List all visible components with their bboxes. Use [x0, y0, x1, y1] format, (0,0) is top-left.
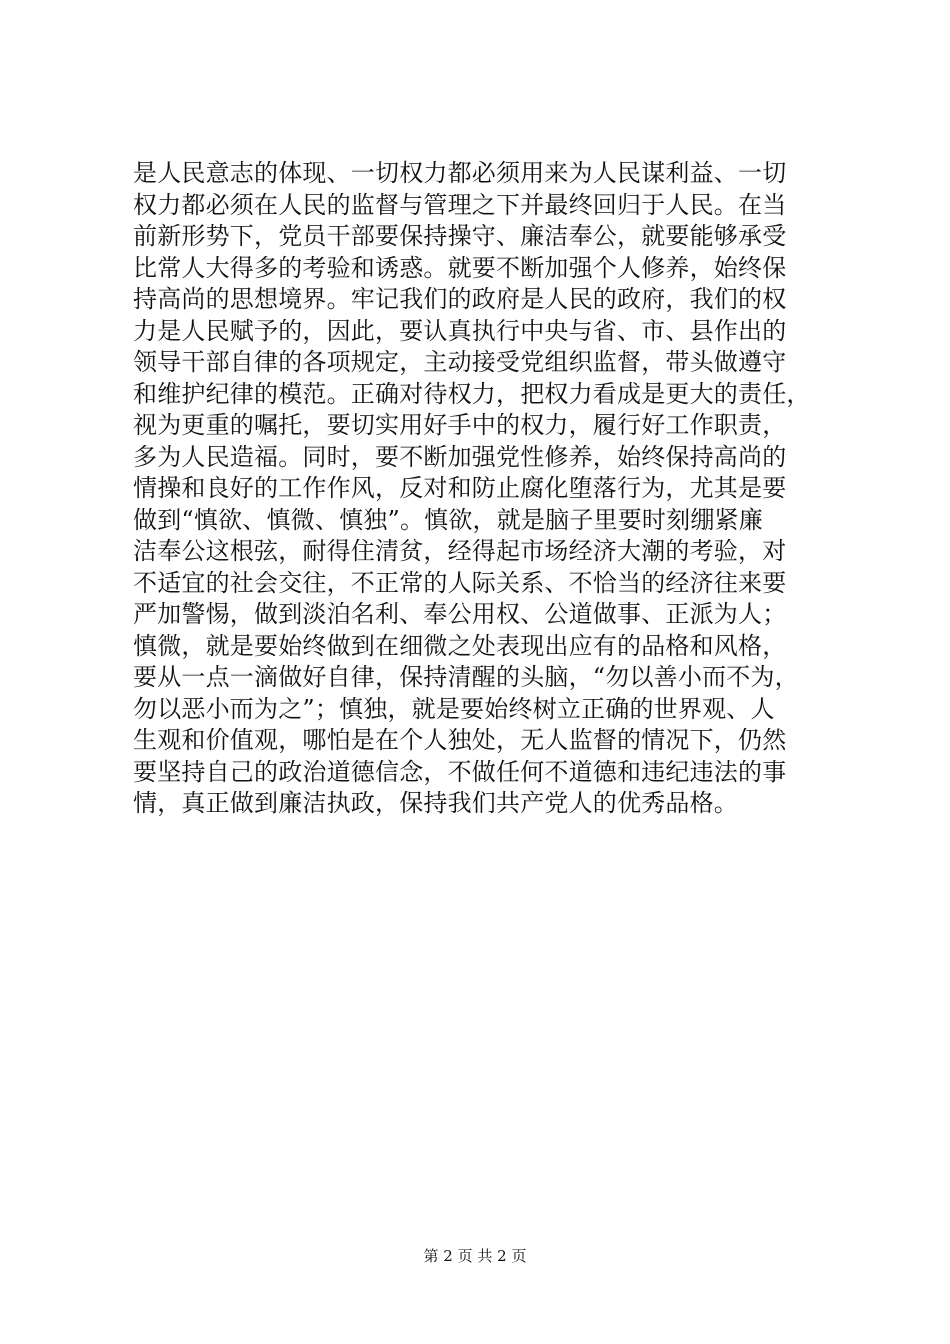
text-line: 权力都必须在人民的监督与管理之下并最终回归于人民。在当 [133, 190, 787, 219]
body-paragraph [133, 158, 838, 820]
text-line: 不适宜的社会交往，不正常的人际关系、不恰当的经济往来要 [133, 568, 787, 597]
text-line: 视为更重的嘱托，要切实用好手中的权力，履行好工作职责， [133, 411, 787, 439]
text-line: 洁奉公这根弦，耐得住清贫，经得起市场经济大潮的考验，对 [133, 537, 787, 565]
text-line: 前新形势下，党员干部要保持操守、廉洁奉公，就要能够承受 [133, 222, 787, 250]
text-line: 和维护纪律的模范。正确对待权力，把权力看成是更大的责任， [133, 379, 811, 408]
text-line: 领导干部自律的各项规定，主动接受党组织监督，带头做遵守 [133, 348, 787, 376]
text-line: 多为人民造福。同时，要不断加强党性修养，始终保持高尚的 [133, 442, 787, 471]
page-footer: 第 2 页 共 2 页 [423, 1247, 527, 1265]
text-line: 做到“慎欲、慎微、慎独”。慎欲，就是脑子里要时刻绷紧廉 [133, 505, 763, 534]
text-line: 比常人大得多的考验和诱惑。就要不断加强个人修养，始终保 [133, 253, 787, 282]
text-line: 情操和良好的工作作风，反对和防止腐化堕落行为，尤其是要 [133, 474, 787, 502]
text-line: 要从一点一滴做好自律，保持清醒的头脑，“勿以善小而不为， [133, 663, 799, 691]
text-line: 慎微，就是要始终做到在细微之处表现出应有的品格和风格， [133, 631, 787, 660]
text-line: 勿以恶小而为之”；慎独，就是要始终树立正确的世界观、人 [133, 694, 775, 723]
text-line: 严加警惕，做到淡泊名利、奉公用权、公道做事、正派为人； [133, 600, 787, 628]
text-line: 是人民意志的体现、一切权力都必须用来为人民谋利益、一切 [133, 159, 787, 187]
text-line: 力是人民赋予的，因此，要认真执行中央与省、市、县作出的 [133, 316, 787, 345]
text-line: 情，真正做到廉洁执政，保持我们共产党人的优秀品格。 [133, 789, 738, 817]
text-line: 生观和价值观，哪怕是在个人独处，无人监督的情况下，仍然 [133, 726, 787, 754]
text-line: 要坚持自己的政治道德信念，不做任何不道德和违纪违法的事 [133, 757, 787, 786]
text-line: 持高尚的思想境界。牢记我们的政府是人民的政府，我们的权 [133, 285, 787, 313]
